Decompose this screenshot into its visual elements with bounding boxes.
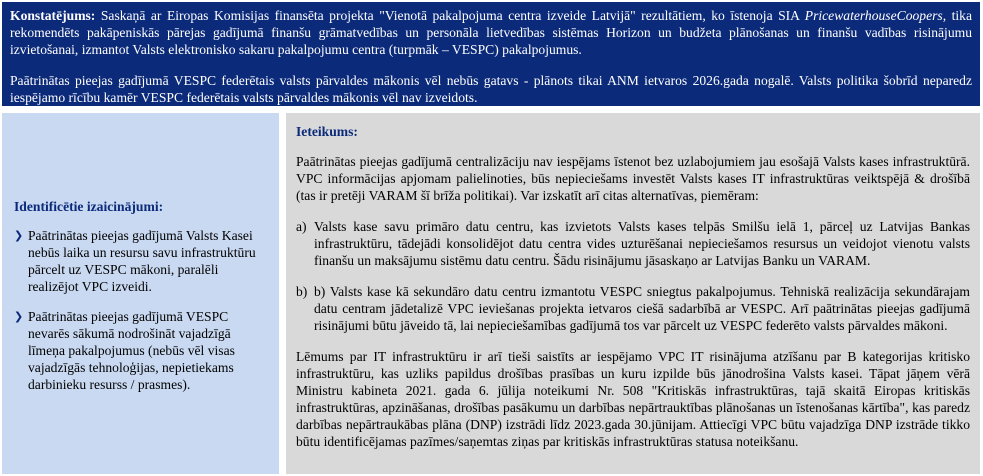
challenge-item — [14, 227, 267, 295]
option-b — [296, 283, 970, 334]
option-b-marker: b) — [296, 284, 308, 299]
challenges-panel — [2, 113, 279, 474]
challenge-text: Paātrinātas pieejas gadījumā Valsts Kasei nebūs laika un resursu savu infrastruktūru pārcelt uz VESPC mākoni, paralēli realizējot VPC izveidi. — [28, 228, 256, 294]
findings-paragraph-2: Paātrinātas pieejas gadījumā VESPC federētais valsts pārvaldes mākonis vēl nebūs gatavs - plānots tikai ANM ietvaros 2026.gada nogalē. Valsts politika šobrīd neparedz iespējamo rīcību kamēr VESPC federētais valsts pārvaldes mākonis vēl nav izveidots. — [10, 73, 972, 105]
recommendation-panel — [286, 113, 980, 474]
challenge-item — [14, 308, 267, 393]
option-a-text: Valsts kase savu primāro datu centru, kas izvietots Valsts kases telpās Smilšu ielā 1, pārceļ uz Latvijas Bankas infrastruktūru, tādejādi konsolidējot datu centra vides uzturēšanai nepieciešamos resursus un veidojot vienotu valsts finanšu un maksājumu sistēmu datu centru. Šādu risinājumu jāsaskaņo ar Latvijas Banku un VARAM. — [314, 219, 970, 268]
challenges-list — [14, 227, 267, 393]
company-name: PricewaterhouseCoopers — [804, 8, 943, 23]
findings-label: Konstatējums: — [10, 8, 96, 23]
chevron-right-icon: ❯ — [14, 229, 24, 242]
option-a — [296, 218, 970, 269]
findings-text-end: , tika rekomendēts pakāpeniskās pārejas gadījumā finanšu grāmatvedības un personāla lietvedības sistēmas Horizon un budžeta plānošanas un finanšu vadības risinājumu izvietošanai, izmantot Valsts elektronisko sakaru pakalpojumu centra (turpmāk – VESPC) pakalpojumus. — [10, 8, 973, 57]
chevron-right-icon: ❯ — [14, 310, 24, 323]
challenges-title: Identificētie izaicinājumi: — [14, 199, 164, 214]
findings-text-start: Saskaņā ar Eiropas Komisijas finansēta projekta "Vienotā pakalpojuma centra izveide Latvijā" rezultātiem, ko īstenoja SIA — [95, 8, 805, 23]
option-a-marker: a) — [296, 219, 307, 234]
recommendation-closing: Lēmums par IT infrastruktūru ir arī tieši saistīts ar iespējamo VPC IT risinājuma atzīšanu par B kategorijas kritisko infrastruktūru, kas uzliks papildus drošības prasības un kuru izpilde būs jānodrošina Valsts kasei. Tāpat jāņem vērā Ministru kabineta 2021. gada 6. jūlija noteikumi Nr. 508 "Kritiskās infrastruktūras, tajā skaitā Eiropas kritiskās infrastruktūras, apzināšanas, drošības pasākumu un darbības nepārtrauktības plānošanas un īstenošanas kārtība", kas paredz darbības nepārtraukābas plāna (DNP) izstrādi līdz 2023.gada 30.jūnijam. Attiecīgi VPC būtu vajadzīga DNP izstrāde tikko būtu identificējamas pazīmes/saņemtas ziņas par kritiskās infrastruktūras statusa noteikšanu. — [296, 349, 970, 449]
option-b-text: b) Valsts kase kā sekundāro datu centru izmantotu VESPC sniegtus pakalpojumus. Tehniskā realizācija sekundārajam datu centram jādetalizē VPC ieviešanas projekta ietvaros ciešā sadarbībā ar VESPC. Arī paātrinātas pieejas gadījumā risinājumi būtu jāveido tā, lai nepieciešamības gadījumā tos var pārcelt uz VESPC federēto valsts pārvaldes mākoni. — [314, 284, 970, 333]
findings-paragraph-1 — [10, 7, 972, 58]
findings-banner — [2, 2, 980, 106]
challenge-text: Paātrinātas pieejas gadījumā VESPC nevarēs sākumā nodrošināt vajadzīgā līmeņa pakalpojumus (nebūs vēl visas vajadzīgās tehnoloģijas, nepietiekams darbinieku resurss / prasmes). — [28, 309, 235, 392]
recommendation-intro: Paātrinātas pieejas gadījumā centralizāciju nav iespējams īstenot bez uzlabojumiem jau esošajā Valsts kases infrastruktūrā. VPC informācijas apjomam palielinoties, būs nepieciešams investēt Valsts kases IT infrastruktūras veiktspējā & drošībā (tas ir pretēji VARAM šī brīža politikai). Var izskatīt arī citas alternatīvas, piemēram: — [296, 154, 970, 203]
recommendation-title: Ieteikums: — [296, 124, 358, 139]
